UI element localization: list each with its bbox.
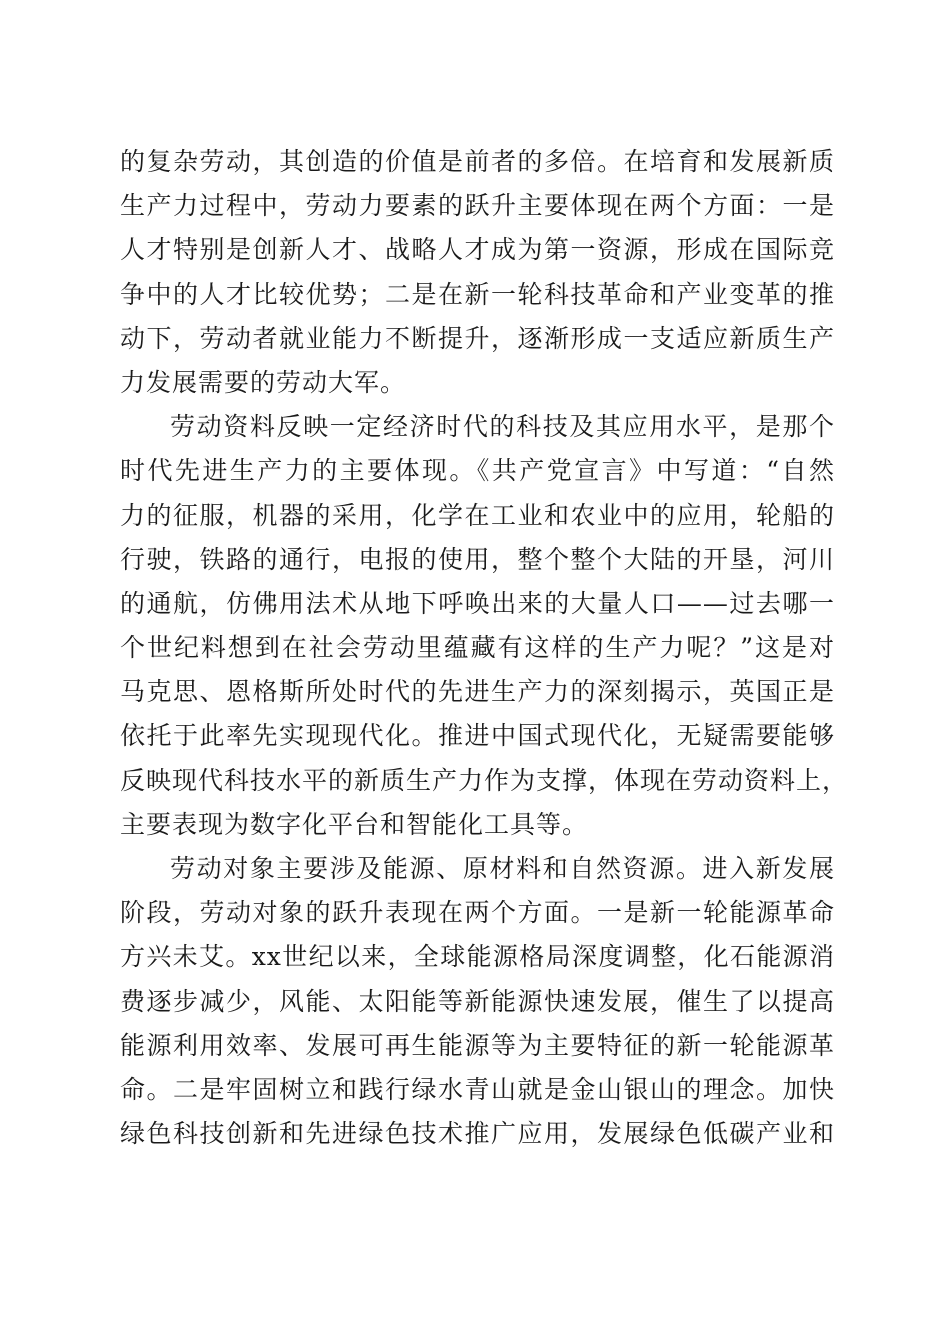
text-line: 生产力过程中，劳动力要素的跃升主要体现在两个方面：一是	[120, 191, 835, 221]
paragraph	[120, 847, 835, 1156]
text-line: 争中的人才比较优势；二是在新一轮科技革命和产业变革的推	[120, 279, 835, 309]
text-line: 的通航，仿佛用法术从地下呼唤出来的大量人口——过去哪一	[120, 588, 835, 618]
text-line: 个世纪料想到在社会劳动里蕴藏有这样的生产力呢？”这是对	[120, 633, 835, 663]
text-line: 劳动资料反映一定经济时代的科技及其应用水平，是那个	[170, 412, 835, 442]
text-line: 人才特别是创新人才、战略人才成为第一资源，形成在国际竞	[120, 235, 835, 265]
text-line: 反映现代科技水平的新质生产力作为支撑，体现在劳动资料上，	[120, 765, 849, 795]
text-line: 劳动对象主要涉及能源、原材料和自然资源。进入新发展	[170, 854, 835, 883]
text-line: 费逐步减少，风能、太阳能等新能源快速发展，催生了以提高	[120, 986, 835, 1016]
text-line: 能源利用效率、发展可再生能源等为主要特征的新一轮能源革	[120, 1030, 835, 1060]
text-line: 力发展需要的劳动大军。	[120, 367, 407, 397]
text-line: 动下，劳动者就业能力不断提升，逐渐形成一支适应新质生产	[120, 323, 835, 353]
document-body	[120, 140, 849, 1156]
text-line: 马克思、恩格斯所处时代的先进生产力的深刻揭示，英国正是	[120, 677, 835, 707]
text-line: 时代先进生产力的主要体现。《共产党宣言》中写道：“自然	[120, 456, 835, 486]
text-line: 命。二是牢固树立和践行绿水青山就是金山银山的理念。加快	[120, 1074, 835, 1104]
text-line: 的复杂劳动，其创造的价值是前者的多倍。在培育和发展新质	[120, 147, 835, 176]
text-line: 力的征服，机器的采用，化学在工业和农业中的应用，轮船的	[120, 500, 835, 530]
text-line: 主要表现为数字化平台和智能化工具等。	[120, 809, 589, 839]
paragraph	[120, 405, 849, 847]
paragraph	[120, 140, 835, 405]
text-line: 行驶，铁路的通行，电报的使用，整个整个大陆的开垦，河川	[120, 544, 835, 574]
text-line: 绿色科技创新和先进绿色技术推广应用，发展绿色低碳产业和	[120, 1119, 835, 1149]
text-line: 方兴未艾。xx世纪以来，全球能源格局深度调整，化石能源消	[120, 942, 835, 972]
text-line: 依托于此率先实现现代化。推进中国式现代化，无疑需要能够	[120, 721, 835, 751]
text-line: 阶段，劳动对象的跃升表现在两个方面。一是新一轮能源革命	[120, 898, 835, 928]
